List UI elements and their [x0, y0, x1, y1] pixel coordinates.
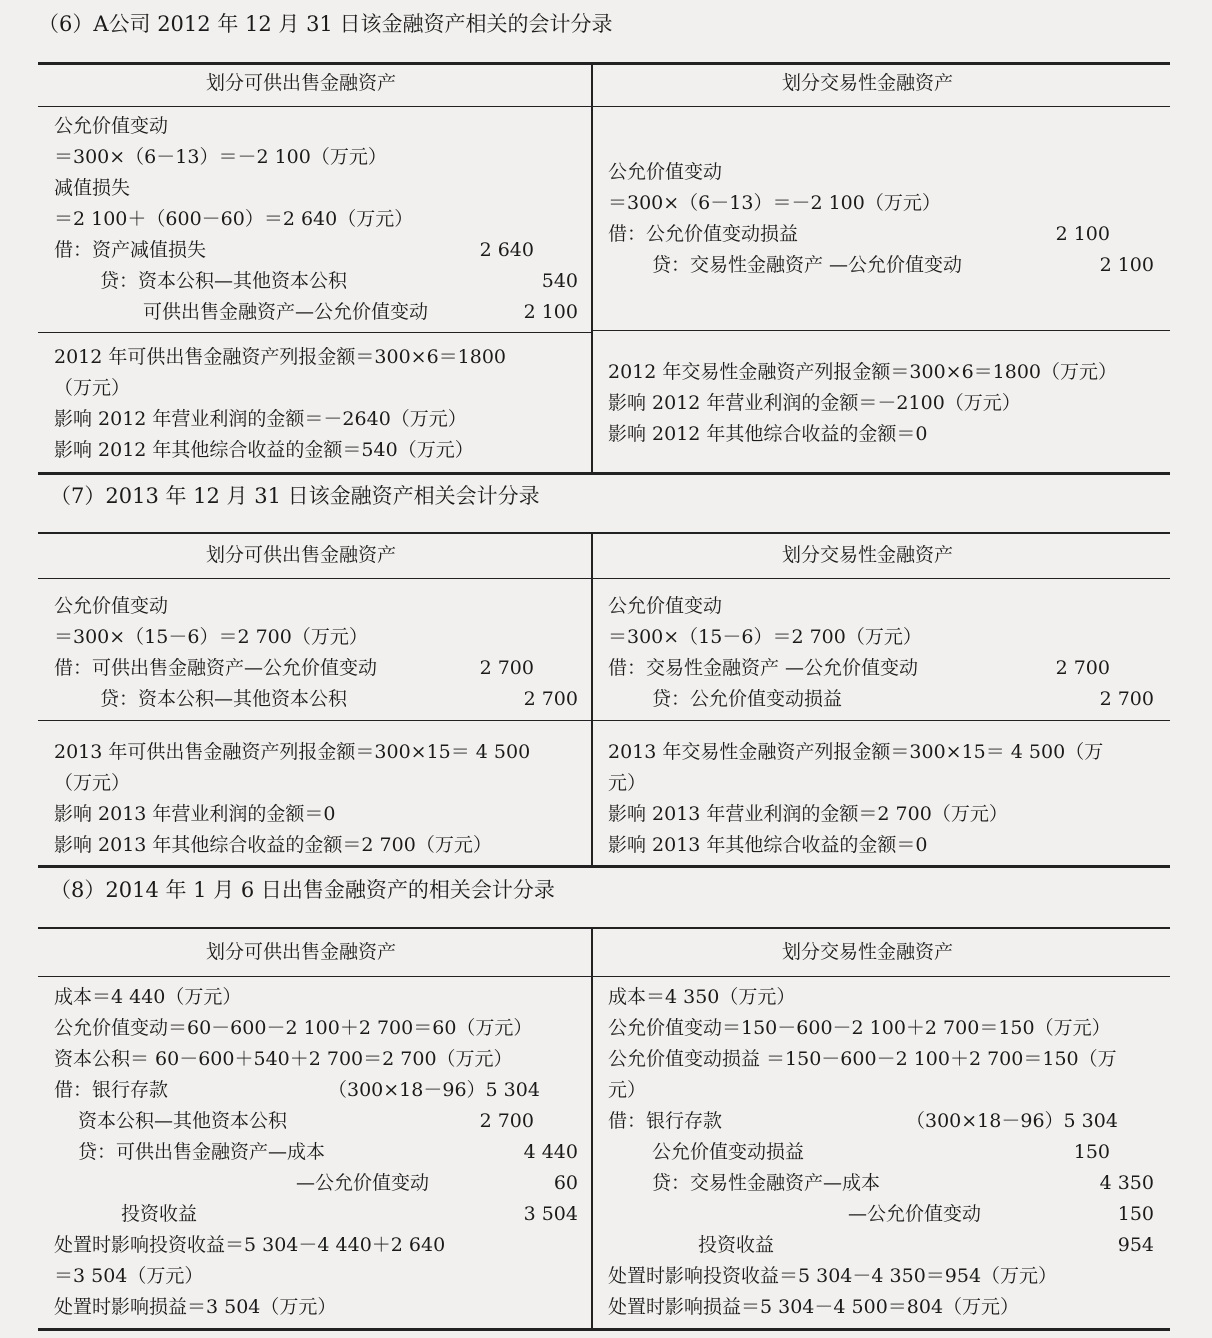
afs6-credit-line: 可供出售金融资产—公允价值变动 [143, 301, 429, 323]
afs6-amount: 540 [541, 270, 578, 292]
afs6-debit-line: 借：资产减值损失 [54, 239, 207, 261]
afs6-result-line: （万元） [54, 377, 131, 399]
trd8-debit-line: 借：银行存款 [608, 1110, 723, 1132]
trd8-line: 处置时影响投资收益＝5 304－4 350＝954（万元） [608, 1265, 1058, 1287]
afs8-amount: 4 440 [523, 1141, 578, 1163]
afs8-line: 成本＝4 440（万元） [54, 986, 242, 1008]
afs7-debit-line: 借：可供出售金融资产—公允价值变动 [54, 657, 378, 679]
afs7-result-line: （万元） [54, 772, 131, 794]
table-8-trading-header: 划分交易性金融资产 [782, 941, 954, 963]
table-6-column-divider [591, 62, 593, 474]
afs6-line: 减值损失 [54, 177, 131, 199]
afs8-line: ＝3 504（万元） [54, 1265, 204, 1287]
section-8-title: （8）2014 年 1 月 6 日出售金融资产的相关会计分录 [50, 878, 555, 902]
afs6-result-line: 2012 年可供出售金融资产列报金额＝300×6＝1800 [54, 346, 507, 368]
trd7-result-line: 元） [608, 772, 647, 794]
afs7-result-line: 影响 2013 年营业利润的金额＝0 [54, 803, 336, 825]
trd7-result-line: 影响 2013 年营业利润的金额＝2 700（万元） [608, 803, 1008, 825]
afs8-amount: 60 [553, 1172, 578, 1194]
table-6-header-rule [38, 106, 1170, 107]
trd8-credit-line: 投资收益 [698, 1234, 775, 1256]
afs8-amount: （300×18－96）5 304 [328, 1079, 540, 1101]
trd7-debit-line: 借：交易性金融资产 —公允价值变动 [608, 657, 919, 679]
afs8-line: 公允价值变动＝60－600－2 100＋2 700＝60（万元） [54, 1017, 533, 1039]
afs6-amount: 2 100 [523, 301, 578, 323]
section-6-title: （6）A公司 2012 年 12 月 31 日该金融资产相关的会计分录 [38, 12, 613, 36]
afs6-credit-line: 贷：资本公积—其他资本公积 [100, 270, 348, 292]
trd7-amount: 2 700 [1099, 688, 1154, 710]
table-6-afs-header: 划分可供出售金融资产 [206, 72, 397, 94]
afs6-line: ＝300×（6－13）＝－2 100（万元） [54, 146, 387, 168]
afs8-line: 资本公积＝ 60－600＋540＋2 700＝2 700（万元） [54, 1048, 513, 1070]
trd8-line: 元） [608, 1079, 647, 1101]
table-8-header-rule [38, 976, 1170, 977]
trd6-amount: 2 100 [1099, 254, 1154, 276]
trd8-amount: 150 [1117, 1203, 1154, 1225]
table-6-top-rule [38, 62, 1170, 65]
table-8-afs-header: 划分可供出售金融资产 [206, 941, 397, 963]
trd7-amount: 2 700 [1055, 657, 1110, 679]
section-7-title: （7）2013 年 12 月 31 日该金融资产相关会计分录 [50, 484, 540, 508]
afs8-credit-line: 贷：可供出售金融资产—成本 [78, 1141, 326, 1163]
trd8-credit-line: —公允价值变动 [848, 1203, 982, 1225]
afs6-line: 公允价值变动 [54, 115, 169, 137]
afs8-line: 处置时影响损益＝3 504（万元） [54, 1296, 337, 1318]
afs6-line: ＝2 100＋（600－60）＝2 640（万元） [54, 208, 414, 230]
afs6-result-rule [38, 332, 591, 333]
table-6-bottom-rule [38, 472, 1170, 475]
trd8-line: 公允价值变动＝150－600－2 100＋2 700＝150（万元） [608, 1017, 1111, 1039]
table-8-column-divider [591, 927, 593, 1330]
afs7-result-line: 2013 年可供出售金融资产列报金额＝300×15＝ 4 500 [54, 741, 531, 763]
afs7-credit-line: 贷：资本公积—其他资本公积 [100, 688, 348, 710]
afs8-amount: 2 700 [479, 1110, 534, 1132]
trd8-credit-line: 贷：交易性金融资产—成本 [652, 1172, 881, 1194]
table-7-column-divider [591, 532, 593, 866]
table-7-bottom-rule [38, 865, 1170, 868]
table-7-result-rule [38, 720, 1170, 721]
trd8-amount: 150 [1073, 1141, 1110, 1163]
trd8-amount: 954 [1117, 1234, 1154, 1256]
afs8-debit-line: 借：银行存款 [54, 1079, 169, 1101]
trd8-amount: （300×18－96）5 304 [906, 1110, 1118, 1132]
table-7-trading-header: 划分交易性金融资产 [782, 544, 954, 566]
trd6-result-rule [593, 330, 1170, 331]
trd6-result-line: 2012 年交易性金融资产列报金额＝300×6＝1800（万元） [608, 361, 1118, 383]
afs7-line: ＝300×（15－6）＝2 700（万元） [54, 626, 368, 648]
trd8-amount: 4 350 [1099, 1172, 1154, 1194]
afs7-amount: 2 700 [523, 688, 578, 710]
trd6-amount: 2 100 [1055, 223, 1110, 245]
table-8-bottom-rule [38, 1328, 1170, 1331]
afs8-debit-line: 资本公积—其他资本公积 [78, 1110, 288, 1132]
afs7-amount: 2 700 [479, 657, 534, 679]
trd6-result-line: 影响 2012 年其他综合收益的金额＝0 [608, 423, 928, 445]
trd8-line: 公允价值变动损益 ＝150－600－2 100＋2 700＝150（万 [608, 1048, 1117, 1070]
afs7-result-line: 影响 2013 年其他综合收益的金额＝2 700（万元） [54, 834, 492, 856]
table-7-top-rule [38, 532, 1170, 534]
table-6-trading-header: 划分交易性金融资产 [782, 72, 954, 94]
trd6-result-line: 影响 2012 年营业利润的金额＝－2100（万元） [608, 392, 1021, 414]
table-7-header-rule [38, 578, 1170, 579]
afs8-line: 处置时影响投资收益＝5 304－4 440＋2 640 [54, 1234, 446, 1256]
table-8-top-rule [38, 927, 1170, 929]
trd8-debit-line: 公允价值变动损益 [652, 1141, 805, 1163]
trd7-line: 公允价值变动 [608, 595, 723, 617]
trd6-credit-line: 贷：交易性金融资产 —公允价值变动 [652, 254, 963, 276]
trd6-line: ＝300×（6－13）＝－2 100（万元） [608, 192, 941, 214]
afs6-amount: 2 640 [479, 239, 534, 261]
afs8-credit-line: 投资收益 [121, 1203, 198, 1225]
afs8-amount: 3 504 [523, 1203, 578, 1225]
table-7-afs-header: 划分可供出售金融资产 [206, 544, 397, 566]
trd6-line: 公允价值变动 [608, 161, 723, 183]
trd7-result-line: 2013 年交易性金融资产列报金额＝300×15＝ 4 500（万 [608, 741, 1104, 763]
afs7-line: 公允价值变动 [54, 595, 169, 617]
trd8-line: 成本＝4 350（万元） [608, 986, 796, 1008]
trd7-line: ＝300×（15－6）＝2 700（万元） [608, 626, 922, 648]
trd7-result-line: 影响 2013 年其他综合收益的金额＝0 [608, 834, 928, 856]
trd8-line: 处置时影响损益＝5 304－4 500＝804（万元） [608, 1296, 1020, 1318]
trd7-credit-line: 贷：公允价值变动损益 [652, 688, 843, 710]
afs8-credit-line: —公允价值变动 [296, 1172, 430, 1194]
afs6-result-line: 影响 2012 年其他综合收益的金额＝540（万元） [54, 439, 474, 461]
trd6-debit-line: 借：公允价值变动损益 [608, 223, 799, 245]
afs6-result-line: 影响 2012 年营业利润的金额＝－2640（万元） [54, 408, 467, 430]
